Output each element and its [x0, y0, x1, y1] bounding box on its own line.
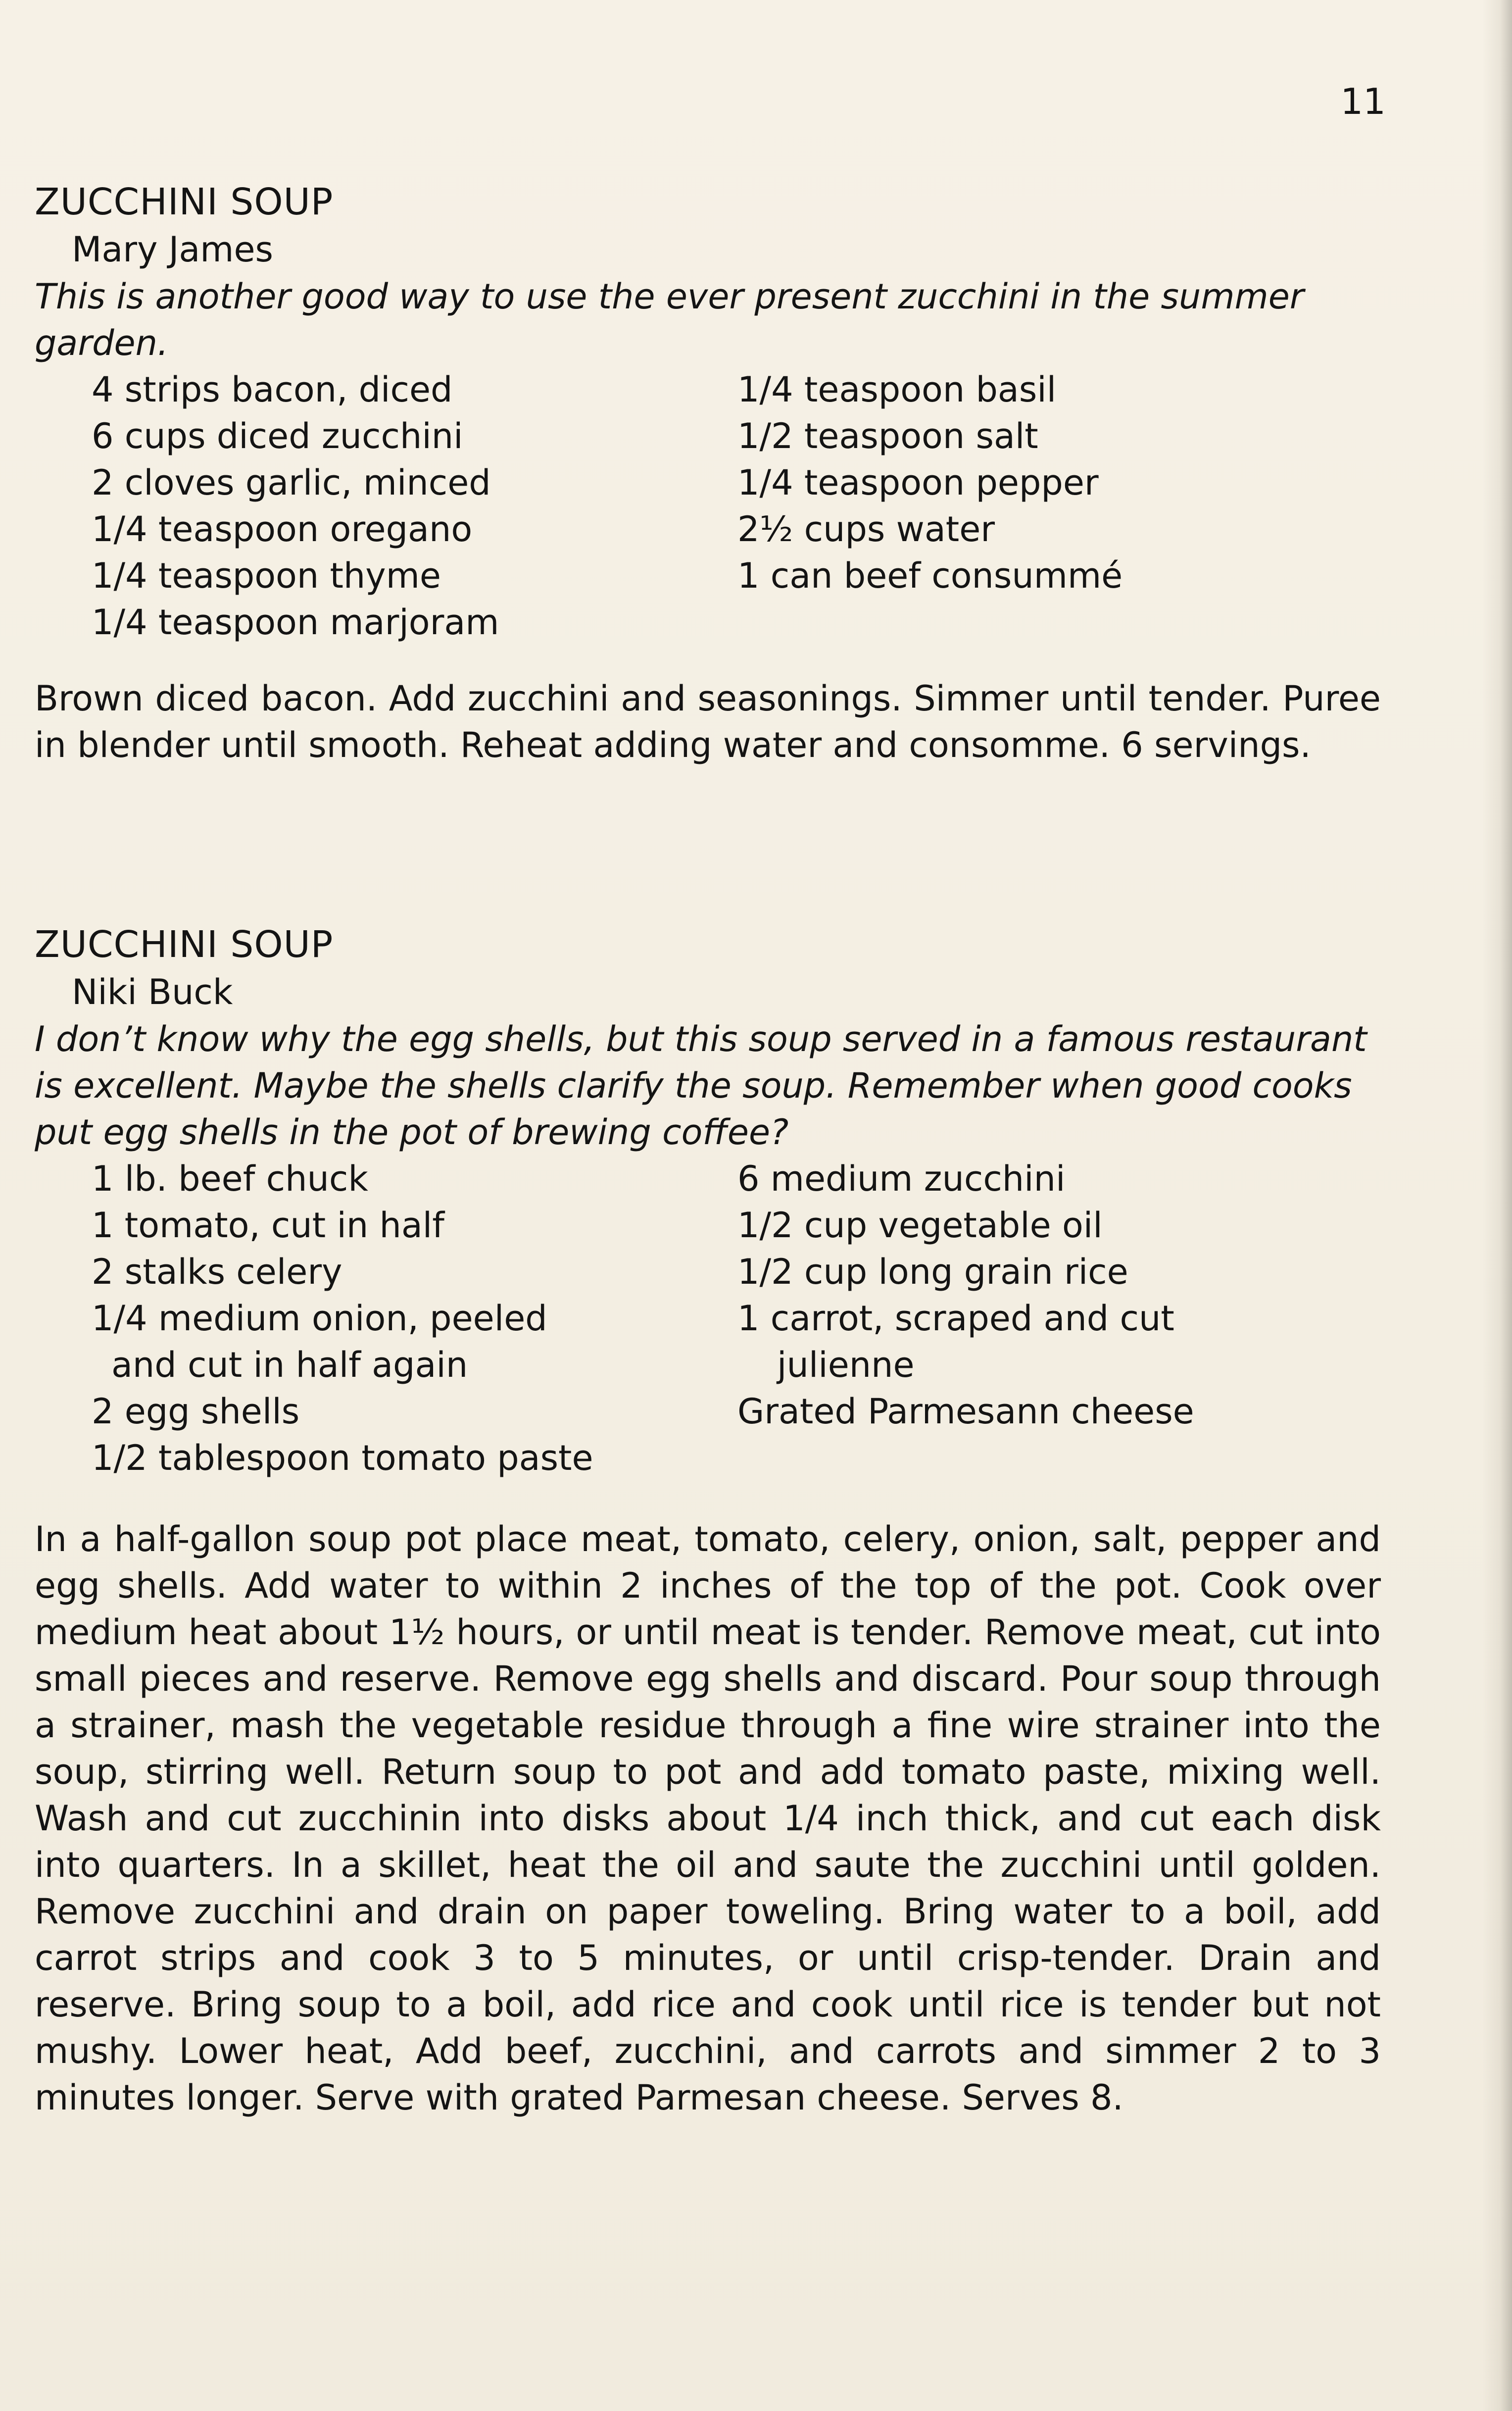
recipe-directions: In a half-gallon soup pot place meat, tomato, celery, onion, salt, pepper and egg shells. Add water to within 2 inches of the top of the pot. Cook over medium heat about 1½ hours, or until meat is tender. Remove meat, cut into small pieces and reserve. Remove egg shells and discard. Pour soup through a strainer, mash the vegetable residue through a fine wire strainer into the soup, stirring well. Return soup to pot and add tomato paste, mixing well. Wash and cut zucchinin into disks about 1/4 inch thick, and cut each disk into quarters. In a skillet, heat the oil and saute the zucchini until golden. Remove zucchini and drain on paper toweling. Bring water to a boil, add carrot strips and cook 3 to 5 minutes, or until crisp-tender. Drain and reserve. Bring soup to a boil, add rice and cook until rice is tender but not mushy. Lower heat, Add beef, zucchini, and carrots and simmer 2 to 3 minutes longer. Serve with grated Parmesan cheese. Serves 8.	[35, 1519, 1381, 2118]
ingredient-item: 1/2 cup long grain rice	[737, 1252, 1128, 1292]
ingredient-item: 1/4 teaspoon basil	[737, 369, 1057, 410]
ingredient-item: 1/4 teaspoon marjoram	[92, 602, 499, 643]
ingredient-item: 1/2 cup vegetable oil	[737, 1205, 1103, 1246]
recipe-niki-buck	[35, 921, 1381, 2156]
ingredient-item: 1 tomato, cut in half	[92, 1205, 444, 1246]
page-number: 11	[1340, 81, 1386, 122]
ingredients-list	[35, 1155, 1381, 1481]
recipe-intro: I don’t know why the egg shells, but this soup served in a famous restaurant is excellent. Maybe the shells clarify the soup. Remember when good cooks put egg shells in the pot of brewing coffee?	[35, 1019, 1367, 1153]
ingredient-item: 6 cups diced zucchini	[92, 416, 463, 456]
ingredient-item: 2 stalks celery	[92, 1252, 342, 1292]
ingredients-left-column	[35, 1155, 737, 1481]
ingredient-item: 1/4 medium onion, peeled	[92, 1298, 547, 1339]
page-edge-shadow	[1482, 0, 1512, 2411]
ingredients-right-column	[737, 1155, 1331, 1481]
ingredient-item: 2 egg shells	[92, 1391, 300, 1432]
ingredient-item: Grated Parmesann cheese	[737, 1391, 1194, 1432]
ingredients-right-column	[737, 366, 1331, 646]
recipe-title: ZUCCHINI SOUP	[35, 181, 334, 223]
ingredient-item-continued: and cut in half again	[111, 1345, 468, 1385]
recipe-author: Niki Buck	[72, 972, 233, 1012]
recipe-mary-james	[35, 178, 1381, 803]
ingredient-item: 2½ cups water	[737, 509, 995, 550]
recipe-intro: This is another good way to use the ever present zucchini in the summer garden.	[35, 276, 1304, 363]
ingredient-item: 1 lb. beef chuck	[92, 1158, 368, 1199]
ingredient-item: 1/4 teaspoon pepper	[737, 462, 1099, 503]
ingredient-item: 4 strips bacon, diced	[92, 369, 453, 410]
recipe-directions: Brown diced bacon. Add zucchini and seasonings. Simmer until tender. Puree in blender until smooth. Reheat adding water and consomme. 6 servings.	[35, 678, 1381, 765]
ingredient-item: 1/4 teaspoon oregano	[92, 509, 473, 550]
ingredient-item-continued: julienne	[777, 1345, 915, 1385]
ingredient-item: 6 medium zucchini	[737, 1158, 1066, 1199]
ingredient-item: 1/4 teaspoon thyme	[92, 555, 441, 596]
ingredient-item: 1/2 tablespoon tomato paste	[92, 1438, 593, 1478]
recipe-author: Mary James	[72, 229, 274, 270]
ingredient-item: 1 carrot, scraped and cut	[737, 1298, 1174, 1339]
recipe-title: ZUCCHINI SOUP	[35, 923, 334, 966]
ingredients-list	[35, 366, 1381, 646]
ingredient-item: 1/2 teaspoon salt	[737, 416, 1038, 456]
ingredients-left-column	[35, 366, 737, 646]
ingredient-item: 1 can beef consummé	[737, 555, 1123, 596]
ingredient-item: 2 cloves garlic, minced	[92, 462, 491, 503]
